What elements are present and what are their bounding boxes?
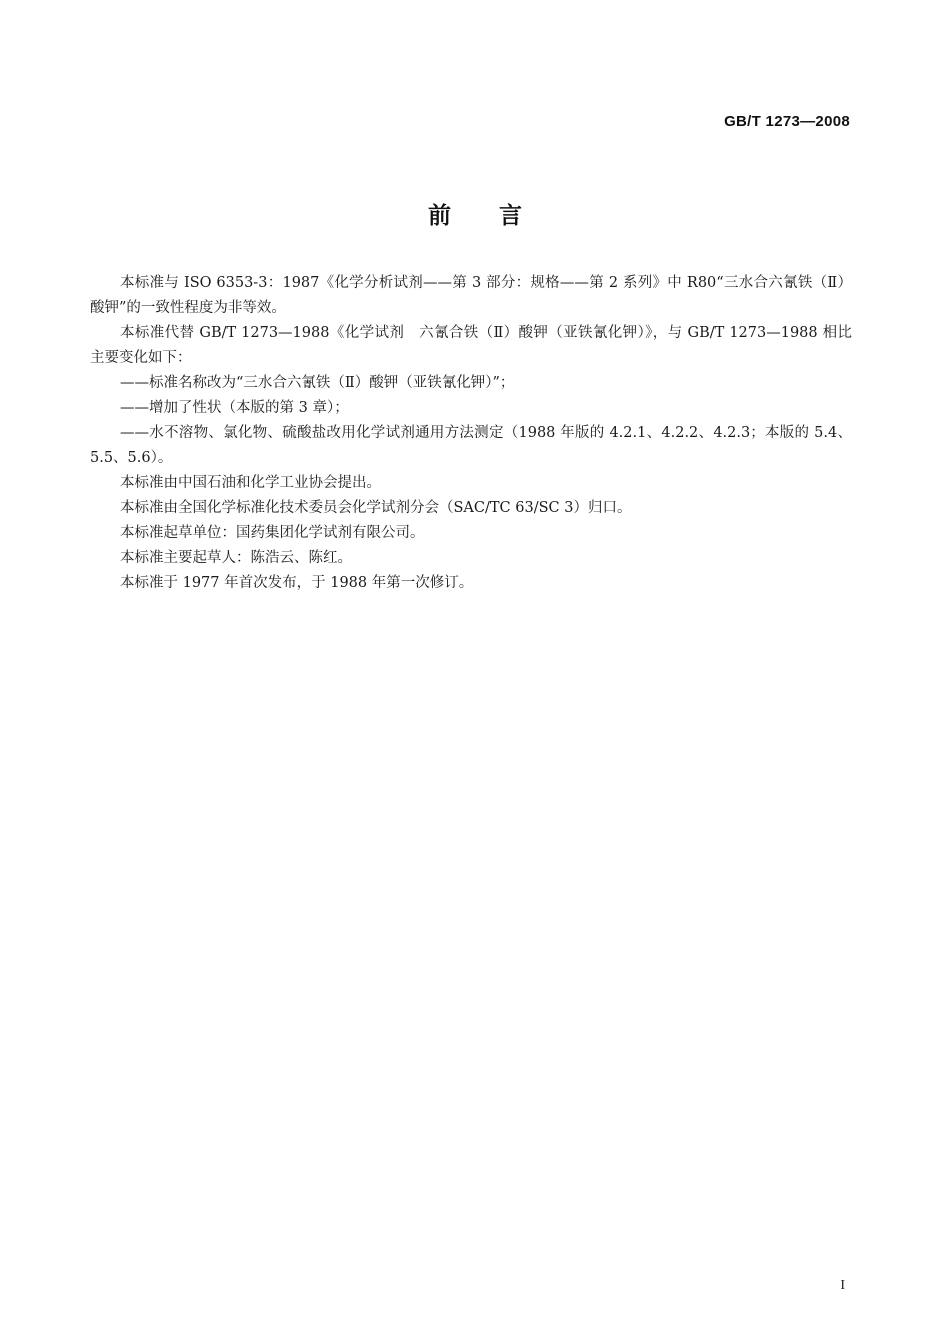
document-body — [90, 271, 852, 596]
change-item-appearance: ——增加了性状（本版的第 3 章）； — [120, 400, 349, 416]
paragraph-drafting-unit: 本标准起草单位：国药集团化学试剂有限公司。 — [120, 525, 425, 541]
paragraph-proposer: 本标准由中国石油和化学工业协会提出。 — [120, 475, 381, 491]
paragraph-history: 本标准于 1977 年首次发布，于 1988 年第一次修订。 — [120, 575, 474, 591]
paragraph-equivalence: 本标准与 ISO 6353-3：1987《化学分析试剂——第 3 部分：规格——第 2 系列》中 R80“三水合六氰铁（Ⅱ）酸钾”的一致性程度为非等效。 — [90, 275, 852, 316]
standard-number: GB/T 1273—2008 — [724, 113, 850, 130]
page-number: I — [840, 1278, 845, 1293]
paragraph-drafters: 本标准主要起草人：陈浩云、陈红。 — [120, 550, 352, 566]
paragraph-replacement: 本标准代替 GB/T 1273—1988《化学试剂 六氰合铁（Ⅱ）酸钾（亚铁氰化钾）》，与 GB/T 1273—1988 相比主要变化如下： — [90, 325, 852, 366]
change-item-title: ——标准名称改为“三水合六氰铁（Ⅱ）酸钾（亚铁氰化钾）”； — [120, 375, 515, 391]
page-title: 前言 — [428, 203, 570, 229]
paragraph-committee: 本标准由全国化学标准化技术委员会化学试剂分会（SAC/TC 63/SC 3）归口。 — [120, 500, 632, 516]
change-item-methods: ——水不溶物、氯化物、硫酸盐改用化学试剂通用方法测定（1988 年版的 4.2.1、4.2.2、4.2.3；本版的 5.4、5.5、5.6）。 — [90, 425, 852, 466]
